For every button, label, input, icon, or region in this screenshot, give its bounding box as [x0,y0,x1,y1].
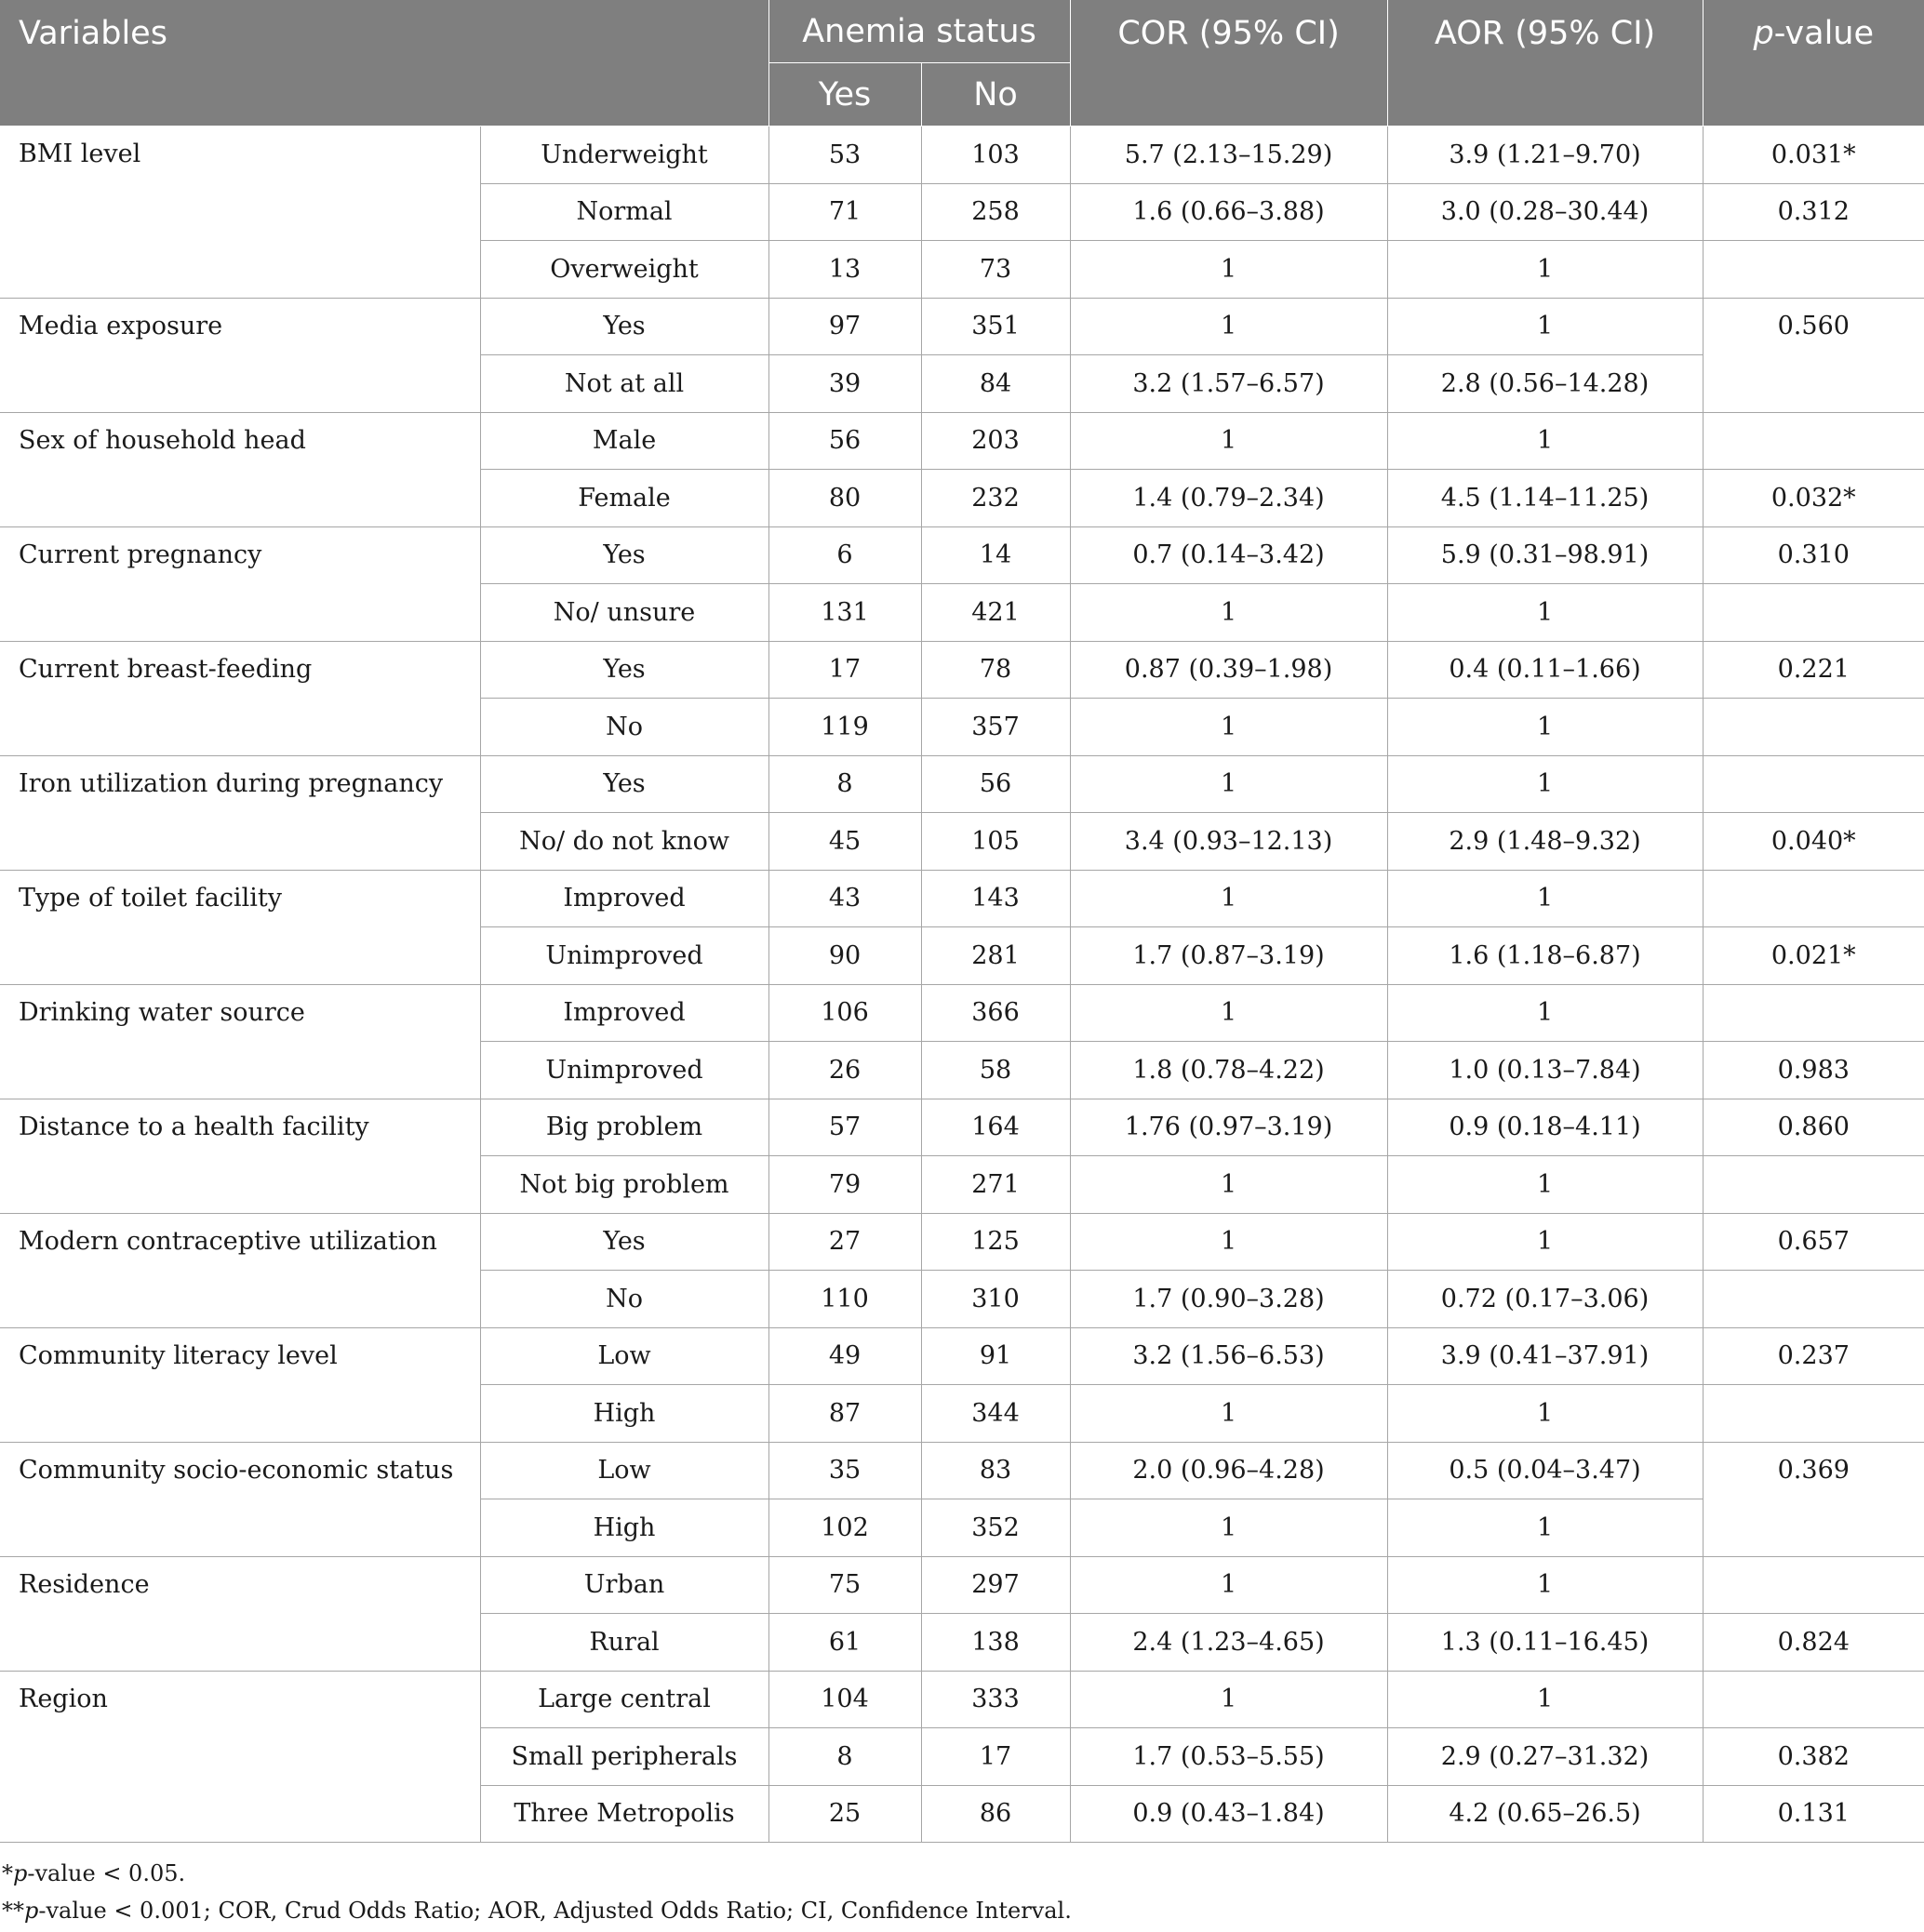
table-row [0,127,1924,184]
p-value-cell [1703,699,1924,756]
category-cell: Unimproved [480,1042,768,1099]
yes-cell: 80 [768,470,921,527]
category-cell: No/ do not know [480,813,768,871]
no-cell: 86 [921,1785,1070,1843]
footnote-p-italic: p [24,1898,39,1924]
variable-cell: Current pregnancy [0,526,480,641]
aor-cell: 1 [1387,1556,1703,1614]
table-row [0,526,1924,584]
p-value-cell [1703,1385,1924,1443]
cor-cell: 0.7 (0.14–3.42) [1070,526,1387,584]
aor-cell: 1 [1387,1671,1703,1728]
aor-cell: 1 [1387,870,1703,927]
no-cell: 366 [921,984,1070,1042]
aor-cell: 1 [1387,699,1703,756]
yes-cell: 104 [768,1671,921,1728]
cor-cell: 5.7 (2.13–15.29) [1070,127,1387,184]
category-cell: Female [480,470,768,527]
cor-cell: 3.4 (0.93–12.13) [1070,813,1387,871]
aor-cell: 3.9 (0.41–37.91) [1387,1327,1703,1385]
p-value-cell: 0.040* [1703,813,1924,871]
footnote-text: -value < 0.05. [27,1860,186,1886]
p-value-cell [1703,1156,1924,1214]
p-value-cell [1703,755,1924,813]
no-cell: 138 [921,1614,1070,1672]
header-p-italic: p [1753,15,1774,52]
yes-cell: 13 [768,241,921,299]
aor-cell: 1 [1387,1213,1703,1271]
category-cell: Yes [480,526,768,584]
p-value-cell [1703,584,1924,642]
category-cell: Urban [480,1556,768,1614]
yes-cell: 39 [768,355,921,413]
yes-cell: 26 [768,1042,921,1099]
no-cell: 297 [921,1556,1070,1614]
header-aor: AOR (95% CI) [1387,0,1703,127]
cor-cell: 1.6 (0.66–3.88) [1070,183,1387,241]
aor-cell: 2.8 (0.56–14.28) [1387,355,1703,413]
category-cell: No [480,1271,768,1328]
p-value-cell: 0.131 [1703,1785,1924,1843]
cor-cell: 1 [1070,755,1387,813]
no-cell: 83 [921,1442,1070,1499]
variable-cell: Community socio-economic status [0,1442,480,1556]
header-no: No [921,63,1070,127]
header-anemia-status: Anemia status [768,0,1070,63]
no-cell: 84 [921,355,1070,413]
p-value-cell: 0.221 [1703,641,1924,699]
no-cell: 281 [921,927,1070,985]
no-cell: 58 [921,1042,1070,1099]
yes-cell: 25 [768,1785,921,1843]
category-cell: Yes [480,641,768,699]
aor-cell: 3.9 (1.21–9.70) [1387,127,1703,184]
yes-cell: 79 [768,1156,921,1214]
yes-cell: 6 [768,526,921,584]
variable-cell: Residence [0,1556,480,1671]
no-cell: 203 [921,412,1070,470]
variable-cell: Drinking water source [0,984,480,1099]
table-row [0,641,1924,699]
category-cell: Three Metropolis [480,1785,768,1843]
footnote-p-italic: p [13,1860,28,1886]
yes-cell: 61 [768,1614,921,1672]
table-row [0,1327,1924,1385]
p-value-cell: 0.657 [1703,1213,1924,1271]
cor-cell: 1 [1070,241,1387,299]
cor-cell: 3.2 (1.56–6.53) [1070,1327,1387,1385]
p-value-cell: 0.824 [1703,1614,1924,1672]
variable-cell: Type of toilet facility [0,870,480,984]
footnote-star: * [2,1860,13,1886]
header-p-value [1703,0,1924,127]
cor-cell: 1 [1070,1385,1387,1443]
aor-cell: 0.4 (0.11–1.66) [1387,641,1703,699]
cor-cell: 1 [1070,412,1387,470]
aor-cell: 1 [1387,984,1703,1042]
no-cell: 56 [921,755,1070,813]
table-body [0,127,1924,1843]
category-cell: Improved [480,870,768,927]
cor-cell: 1.76 (0.97–3.19) [1070,1099,1387,1156]
aor-cell: 1 [1387,298,1703,355]
table-header [0,0,1924,127]
no-cell: 17 [921,1728,1070,1786]
yes-cell: 49 [768,1327,921,1385]
yes-cell: 131 [768,584,921,642]
cor-cell: 0.9 (0.43–1.84) [1070,1785,1387,1843]
p-value-cell: 0.031* [1703,127,1924,184]
aor-cell: 3.0 (0.28–30.44) [1387,183,1703,241]
category-cell: No/ unsure [480,584,768,642]
no-cell: 310 [921,1271,1070,1328]
aor-cell: 1.3 (0.11–16.45) [1387,1614,1703,1672]
no-cell: 73 [921,241,1070,299]
aor-cell: 4.5 (1.14–11.25) [1387,470,1703,527]
cor-cell: 1.4 (0.79–2.34) [1070,470,1387,527]
aor-cell: 1 [1387,241,1703,299]
cor-cell: 1 [1070,1499,1387,1557]
yes-cell: 27 [768,1213,921,1271]
no-cell: 143 [921,870,1070,927]
aor-cell: 1.6 (1.18–6.87) [1387,927,1703,985]
header-variables: Variables [0,0,768,127]
category-cell: Large central [480,1671,768,1728]
aor-cell: 0.5 (0.04–3.47) [1387,1442,1703,1499]
aor-cell: 1 [1387,584,1703,642]
p-value-cell: 0.560 [1703,298,1924,412]
table-row [0,755,1924,813]
category-cell: Low [480,1327,768,1385]
category-cell: Not big problem [480,1156,768,1214]
table-row [0,1099,1924,1156]
category-cell: No [480,699,768,756]
yes-cell: 35 [768,1442,921,1499]
header-cor: COR (95% CI) [1070,0,1387,127]
no-cell: 333 [921,1671,1070,1728]
variable-cell: BMI level [0,127,480,299]
cor-cell: 1.7 (0.53–5.55) [1070,1728,1387,1786]
aor-cell: 0.72 (0.17–3.06) [1387,1271,1703,1328]
variable-cell: Current breast-feeding [0,641,480,755]
cor-cell: 1 [1070,1156,1387,1214]
table-row [0,1442,1924,1499]
yes-cell: 43 [768,870,921,927]
no-cell: 14 [921,526,1070,584]
yes-cell: 119 [768,699,921,756]
category-cell: Not at all [480,355,768,413]
footnote-significance [2,1860,185,1886]
no-cell: 125 [921,1213,1070,1271]
cor-cell: 3.2 (1.57–6.57) [1070,355,1387,413]
p-value-cell: 0.369 [1703,1442,1924,1556]
category-cell: Improved [480,984,768,1042]
aor-cell: 1 [1387,1499,1703,1557]
yes-cell: 90 [768,927,921,985]
no-cell: 232 [921,470,1070,527]
yes-cell: 102 [768,1499,921,1557]
category-cell: Yes [480,1213,768,1271]
yes-cell: 8 [768,1728,921,1786]
aor-cell: 2.9 (1.48–9.32) [1387,813,1703,871]
yes-cell: 57 [768,1099,921,1156]
table-row [0,298,1924,355]
category-cell: High [480,1499,768,1557]
aor-cell: 1.0 (0.13–7.84) [1387,1042,1703,1099]
cor-cell: 1.7 (0.90–3.28) [1070,1271,1387,1328]
p-value-cell [1703,1271,1924,1328]
p-value-cell: 0.312 [1703,183,1924,241]
category-cell: Male [480,412,768,470]
category-cell: Underweight [480,127,768,184]
table-row [0,412,1924,470]
aor-cell: 1 [1387,755,1703,813]
cor-cell: 1 [1070,584,1387,642]
cor-cell: 1 [1070,1671,1387,1728]
category-cell: Low [480,1442,768,1499]
no-cell: 351 [921,298,1070,355]
table-row [0,984,1924,1042]
no-cell: 271 [921,1156,1070,1214]
cor-cell: 1 [1070,298,1387,355]
cor-cell: 1 [1070,984,1387,1042]
no-cell: 352 [921,1499,1070,1557]
aor-cell: 1 [1387,412,1703,470]
no-cell: 258 [921,183,1070,241]
p-value-cell: 0.860 [1703,1099,1924,1156]
p-value-cell: 0.983 [1703,1042,1924,1099]
p-value-cell [1703,412,1924,470]
cor-cell: 1 [1070,1213,1387,1271]
yes-cell: 8 [768,755,921,813]
aor-cell: 1 [1387,1156,1703,1214]
cor-cell: 2.0 (0.96–4.28) [1070,1442,1387,1499]
aor-cell: 2.9 (0.27–31.32) [1387,1728,1703,1786]
cor-cell: 1.7 (0.87–3.19) [1070,927,1387,985]
variable-cell: Sex of household head [0,412,480,526]
p-value-cell [1703,241,1924,299]
p-value-cell: 0.032* [1703,470,1924,527]
p-value-cell [1703,984,1924,1042]
aor-cell: 5.9 (0.31–98.91) [1387,526,1703,584]
p-value-cell [1703,1556,1924,1614]
cor-cell: 0.87 (0.39–1.98) [1070,641,1387,699]
yes-cell: 87 [768,1385,921,1443]
footnote-star: ** [2,1898,24,1924]
yes-cell: 110 [768,1271,921,1328]
aor-cell: 0.9 (0.18–4.11) [1387,1099,1703,1156]
yes-cell: 45 [768,813,921,871]
category-cell: Unimproved [480,927,768,985]
yes-cell: 106 [768,984,921,1042]
table-row [0,1556,1924,1614]
table-row [0,1213,1924,1271]
variable-cell: Distance to a health facility [0,1099,480,1213]
header-yes: Yes [768,63,921,127]
cor-cell: 2.4 (1.23–4.65) [1070,1614,1387,1672]
p-value-cell: 0.382 [1703,1728,1924,1786]
category-cell: Yes [480,755,768,813]
no-cell: 105 [921,813,1070,871]
aor-cell: 4.2 (0.65–26.5) [1387,1785,1703,1843]
category-cell: Normal [480,183,768,241]
cor-cell: 1 [1070,870,1387,927]
p-value-cell: 0.310 [1703,526,1924,584]
yes-cell: 56 [768,412,921,470]
variable-cell: Media exposure [0,298,480,412]
no-cell: 357 [921,699,1070,756]
table-row [0,1671,1924,1728]
table-row [0,870,1924,927]
cor-cell: 1 [1070,1556,1387,1614]
header-p-suffix: -value [1773,15,1875,52]
p-value-cell [1703,870,1924,927]
no-cell: 103 [921,127,1070,184]
yes-cell: 53 [768,127,921,184]
category-cell: Big problem [480,1099,768,1156]
yes-cell: 75 [768,1556,921,1614]
no-cell: 344 [921,1385,1070,1443]
category-cell: High [480,1385,768,1443]
cor-cell: 1.8 (0.78–4.22) [1070,1042,1387,1099]
no-cell: 91 [921,1327,1070,1385]
yes-cell: 71 [768,183,921,241]
category-cell: Small peripherals [480,1728,768,1786]
yes-cell: 97 [768,298,921,355]
p-value-cell: 0.237 [1703,1327,1924,1385]
cor-cell: 1 [1070,699,1387,756]
p-value-cell: 0.021* [1703,927,1924,985]
variable-cell: Modern contraceptive utilization [0,1213,480,1327]
variable-cell: Region [0,1671,480,1843]
p-value-cell [1703,1671,1924,1728]
category-cell: Yes [480,298,768,355]
no-cell: 421 [921,584,1070,642]
no-cell: 164 [921,1099,1070,1156]
category-cell: Rural [480,1614,768,1672]
footnote-text: -value < 0.001; COR, Crud Odds Ratio; AOR, Adjusted Odds Ratio; CI, Confidence Interval. [38,1898,1072,1924]
footnote-abbreviations [2,1898,1072,1924]
category-cell: Overweight [480,241,768,299]
variable-cell: Iron utilization during pregnancy [0,755,480,870]
variable-cell: Community literacy level [0,1327,480,1442]
yes-cell: 17 [768,641,921,699]
no-cell: 78 [921,641,1070,699]
aor-cell: 1 [1387,1385,1703,1443]
